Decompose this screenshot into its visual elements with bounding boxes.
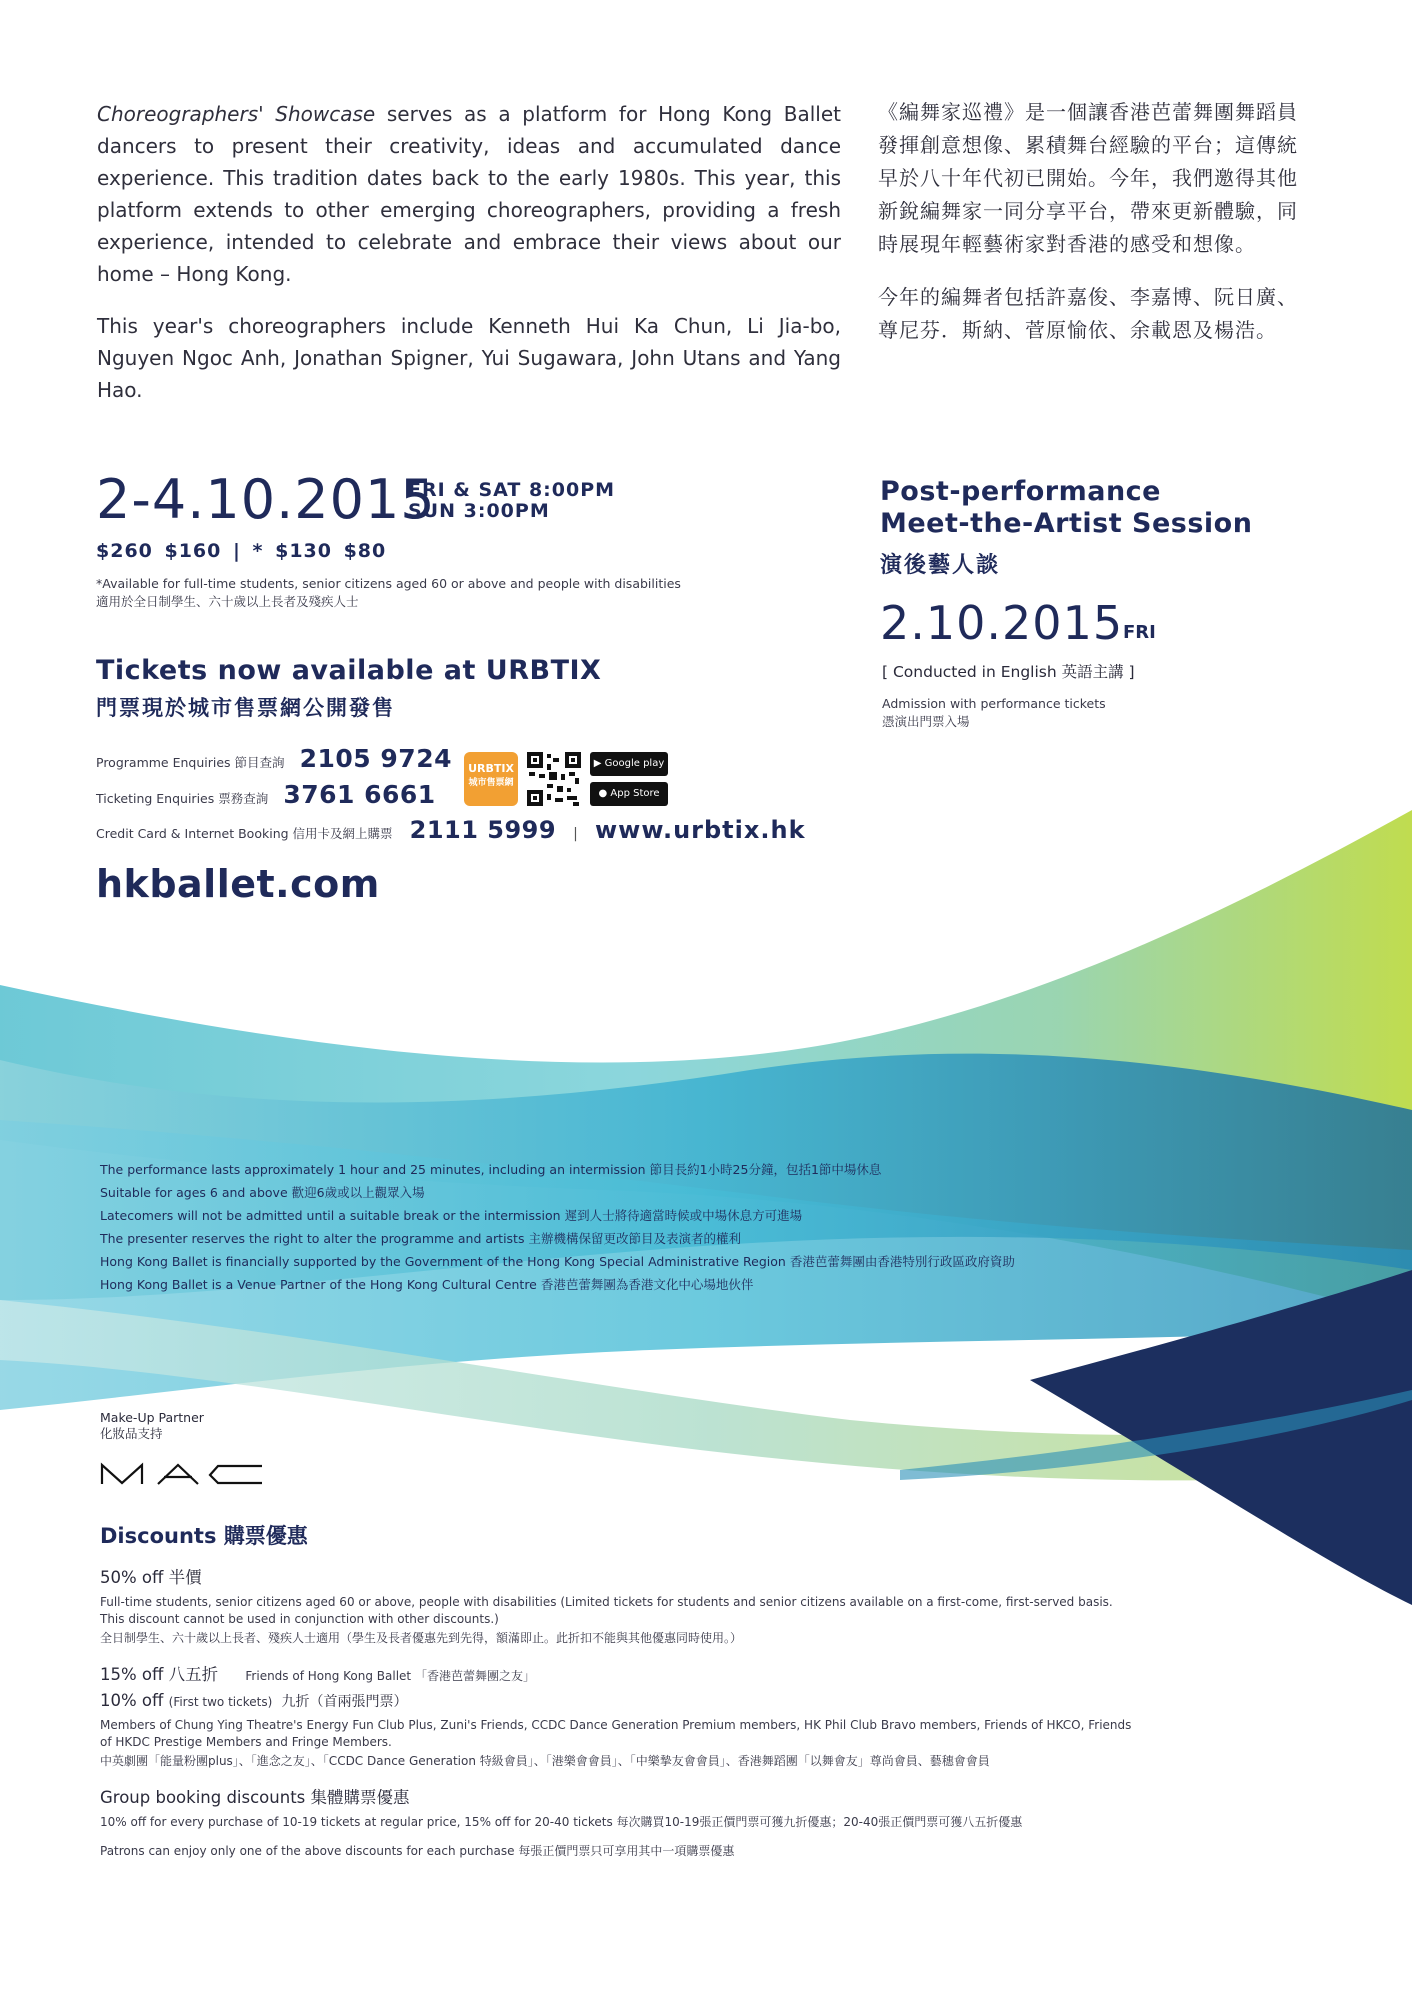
makeup-partner-zh: 化妝品支持	[100, 1426, 163, 1441]
intro-paragraph-2: This year's choreographers include Kenneth Hui Ka Chun, Li Jia-bo, Nguyen Ngoc Anh, Jonathan Spigner, Yui Sugawara, John Utans and Yang Hao.	[97, 314, 841, 402]
ticketing-enquiries	[96, 780, 436, 809]
post-performance-line-2: Meet-the-Artist Session	[880, 508, 1253, 539]
ticketing-enquiries-label: Ticketing Enquiries 票務查詢	[96, 791, 269, 806]
post-performance-date: 2.10.2015	[880, 596, 1124, 650]
time-sunday: SUN 3:00PM	[408, 500, 550, 522]
info-line: Suitable for ages 6 and above 歡迎6歲或以上觀眾入場	[100, 1185, 425, 1200]
time-weekend-evening: FRI & SAT 8:00PM	[408, 479, 616, 501]
info-line: Hong Kong Ballet is financially supported by the Government of the Hong Kong Special Administrative Region 香港芭蕾舞團由香港特別行政區政府資助	[100, 1254, 1015, 1269]
discount-50-zh: 全日制學生、六十歲以上長者、殘疾人士適用（學生及長者優惠先到先得，額滿即止。此折扣不能與其他優惠同時使用。）	[100, 1631, 743, 1645]
google-play-label: Google play	[604, 758, 665, 769]
discount-10-title: 10% off	[100, 1691, 164, 1710]
programme-enquiries	[96, 744, 452, 773]
apple-icon: ●	[598, 788, 608, 799]
discount-10-members-zh: 中英劇團「能量粉團plus」、「進念之友」、「CCDC Dance Generation 特級會員」、「港樂會會員」、「中樂摯友會會員」、香港舞蹈團「以舞會友」尊尚會員、藝穗會會員	[100, 1754, 990, 1768]
post-performance-line-1: Post-performance	[880, 476, 1161, 507]
one-discount-note: Patrons can enjoy only one of the above discounts for each purchase 每張正價門票只可享用其中一項購票優惠	[100, 1844, 735, 1858]
tickets-heading: Tickets now available at URBTIX	[96, 655, 602, 686]
performance-info	[100, 1158, 1015, 1296]
intro-english	[97, 98, 841, 426]
discounts-heading: Discounts 購票優惠	[100, 1524, 308, 1548]
admission-note	[882, 695, 1106, 731]
intro-zh-paragraph-2: 今年的編舞者包括許嘉俊、李嘉博、阮日廣、尊尼芬．斯納、菅原愉依、余載恩及楊浩。	[878, 285, 1298, 342]
post-performance-heading	[880, 476, 1252, 540]
concession-note-zh: 適用於全日制學生、六十歲以上長者及殘疾人士	[96, 594, 359, 609]
urbtix-url[interactable]: www.urbtix.hk	[594, 816, 806, 844]
discount-10	[100, 1691, 1140, 1711]
urbtix-logo-text: URBTIX	[468, 762, 514, 775]
info-line: Hong Kong Ballet is a Venue Partner of the Hong Kong Cultural Centre 香港芭蕾舞團為香港文化中心場地伙伴	[100, 1277, 754, 1292]
app-store-badge[interactable]	[590, 782, 668, 806]
discount-10-zh: 九折（首兩張門票）	[281, 1694, 408, 1710]
performance-times	[408, 480, 615, 522]
concession-note	[96, 575, 681, 611]
makeup-partner-en: Make-Up Partner	[100, 1410, 204, 1425]
intro-chinese	[878, 96, 1318, 367]
info-line: The presenter reserves the right to alter the programme and artists 主辦機構保留更改節目及表演者的權利	[100, 1231, 741, 1246]
urbtix-logo-subtext: 城市售票網	[468, 778, 514, 788]
discount-50-title: 50% off 半價	[100, 1568, 202, 1587]
post-performance-day: FRI	[1123, 622, 1156, 643]
ticketing-enquiries-number: 3761 6661	[283, 780, 436, 809]
makeup-partner-label	[100, 1410, 204, 1442]
group-discount-title: Group booking discounts 集體購票優惠	[100, 1788, 410, 1807]
concession-note-en: *Available for full-time students, senior citizens aged 60 or above and people with disabilities	[96, 576, 681, 591]
show-title: Choreographers' Showcase	[97, 102, 376, 126]
intro-paragraph-1	[97, 98, 841, 290]
google-play-badge[interactable]	[590, 752, 668, 776]
separator: |	[573, 826, 578, 842]
qr-code-icon	[527, 752, 581, 806]
credit-card-booking	[96, 816, 806, 844]
google-play-icon: ▶	[593, 758, 602, 769]
discount-10-members-en: Members of Chung Ying Theatre's Energy Fun Club Plus, Zuni's Friends, CCDC Dance Generation Premium members, HK Phil Club Bravo members, Friends of HKCO, Friends of HKDC Prestige Members and Fringe Members.	[100, 1718, 1132, 1749]
intro-text-1: serves as a platform for Hong Kong Ballet dancers to present their creativity, ideas and accumulated dance experience. This tradition dates back to the early 1980s. This year, this platform extends to other emerging choreographers, providing a fresh experience, intended to celebrate and embrace their views about our home – Hong Kong.	[97, 102, 841, 286]
performance-date: 2-4.10.2015	[96, 468, 436, 531]
discount-50-en: Full-time students, senior citizens aged 60 or above, people with disabilities (Limited tickets for students and senior citizens available on a first-come, first-served basis. This discount cannot be used in conjunction with other discounts.)	[100, 1595, 1113, 1626]
info-line: Latecomers will not be admitted until a suitable break or the intermission 遲到人士將待適當時候或中場休息方可進場	[100, 1208, 803, 1223]
discount-15-title: 15% off 八五折	[100, 1665, 219, 1684]
app-store-label: App Store	[610, 788, 660, 799]
discount-10-sub: (First two tickets)	[168, 1695, 273, 1709]
tickets-heading-zh: 門票現於城市售票網公開發售	[96, 696, 395, 720]
intro-zh-paragraph-1: 《編舞家巡禮》是一個讓香港芭蕾舞團舞蹈員發揮創意想像、累積舞台經驗的平台；這傳統早於八十年代初已開始。今年，我們邀得其他新銳編舞家一同分享平台，帶來更新體驗，同時展現年輕藝術家對香港的感受和想像。	[878, 100, 1298, 256]
group-discount-desc: 10% off for every purchase of 10-19 tickets at regular price, 15% off for 20-40 tickets 每次購買10-19張正價門票可獲九折優惠；20-40張正價門票可獲八五折優惠	[100, 1815, 1023, 1829]
discount-15	[100, 1661, 1140, 1685]
mac-logo	[100, 1462, 266, 1486]
programme-enquiries-number: 2105 9724	[299, 744, 452, 773]
admission-note-zh: 憑演出門票入場	[882, 714, 970, 729]
mac-logo-text: MAC	[100, 1462, 103, 1463]
post-performance-zh: 演後藝人談	[880, 553, 1001, 578]
credit-card-booking-number: 2111 5999	[409, 816, 557, 844]
ticket-prices: $260 $160 | * $130 $80	[96, 540, 387, 562]
info-line: The performance lasts approximately 1 hour and 25 minutes, including an intermission 節目長約1小時25分鐘，包括1節中場休息	[100, 1162, 882, 1177]
discounts-section	[100, 1520, 1140, 1868]
urbtix-logo	[464, 752, 518, 806]
admission-note-en: Admission with performance tickets	[882, 696, 1106, 711]
conducted-language: [ Conducted in English 英語主講 ]	[882, 663, 1135, 681]
programme-enquiries-label: Programme Enquiries 節目查詢	[96, 755, 285, 770]
credit-card-booking-label: Credit Card & Internet Booking 信用卡及網上購票	[96, 826, 393, 841]
discount-15-desc: Friends of Hong Kong Ballet 「香港芭蕾舞團之友」	[245, 1669, 535, 1683]
website-link[interactable]: hkballet.com	[96, 862, 380, 906]
